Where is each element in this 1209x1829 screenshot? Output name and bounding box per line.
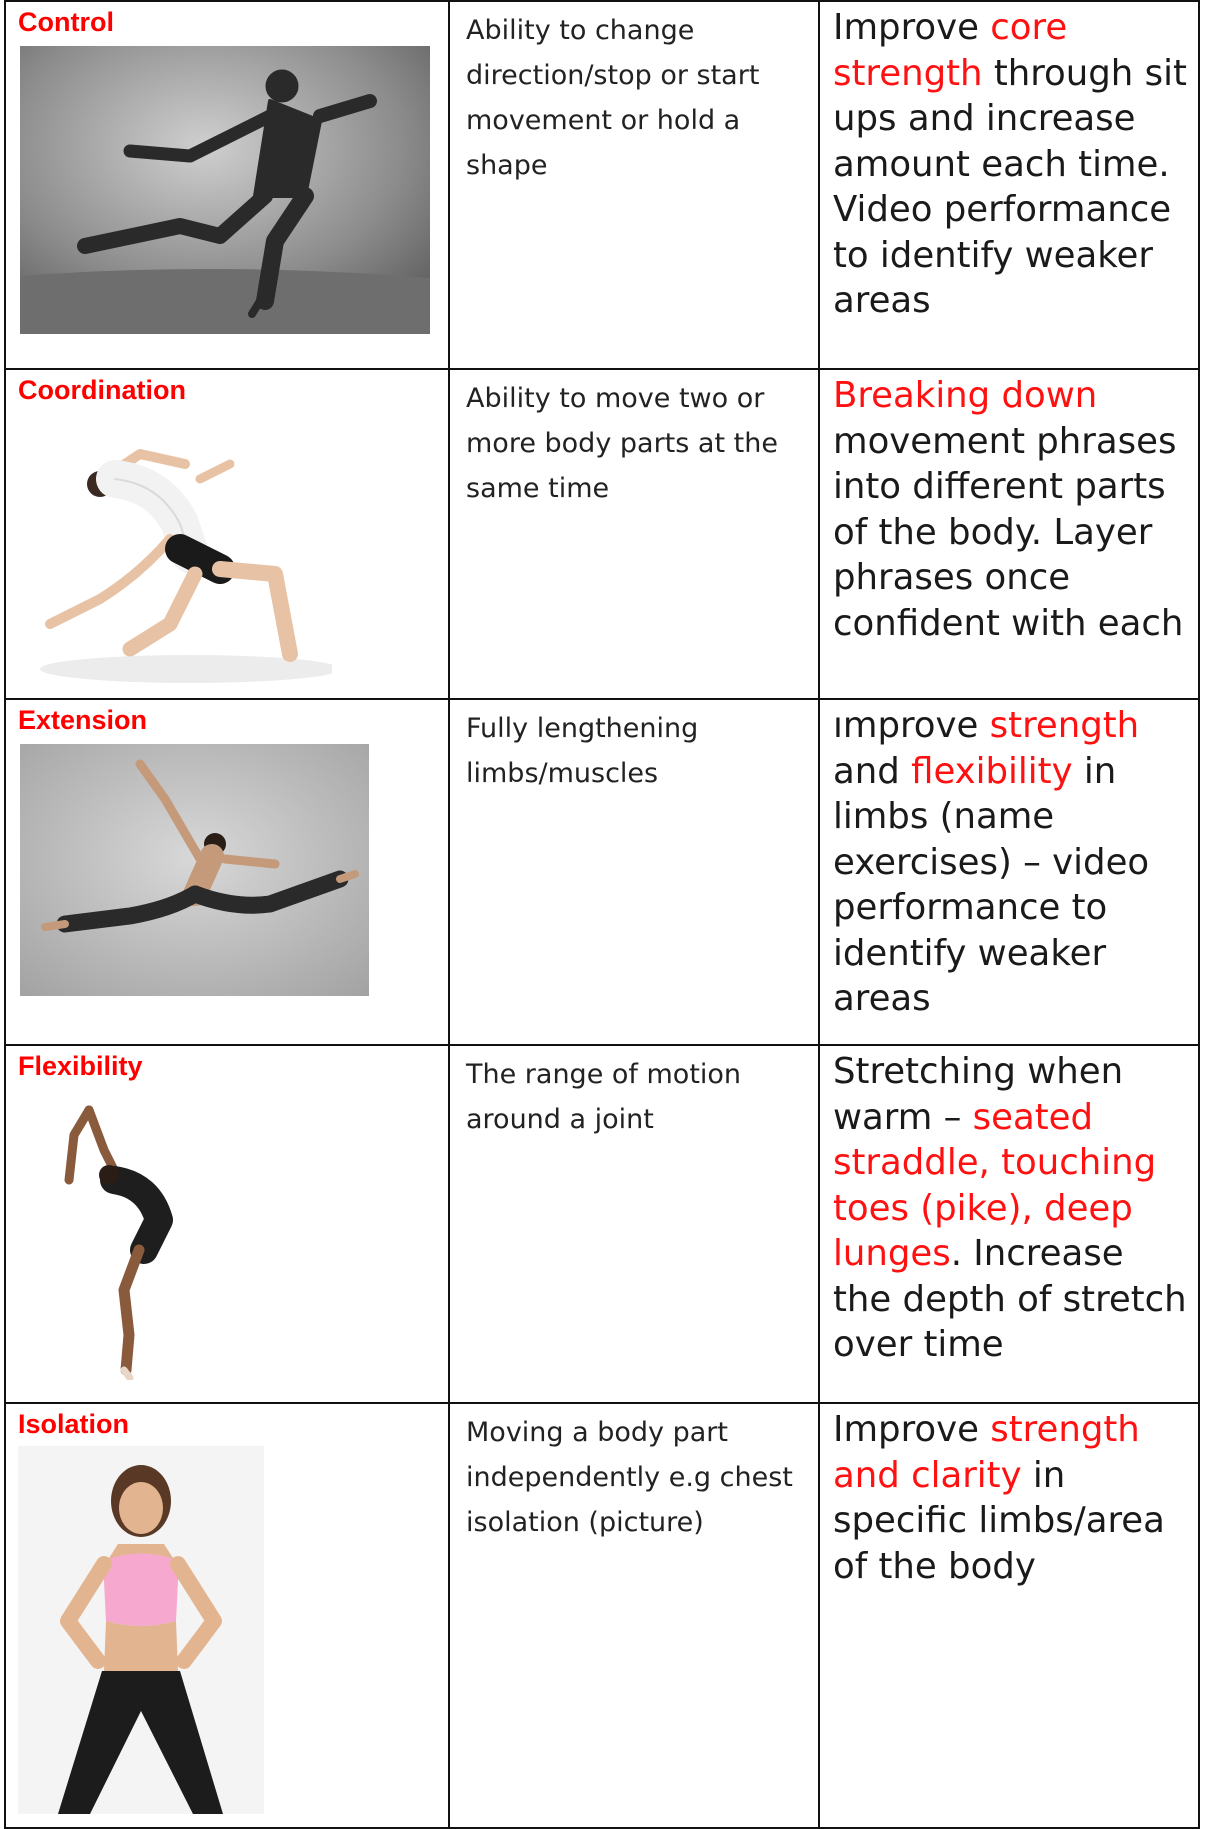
definition-cell	[449, 369, 819, 699]
dancer-control-photo	[20, 46, 430, 334]
improvement-highlight: seated straddle, touching toes (pike), deep lunges	[833, 1096, 1157, 1274]
term-cell	[5, 1, 449, 369]
improvement-part: ımprove	[833, 705, 990, 746]
improvement-part: in limbs (name exercises) – video performance to identify weaker areas	[833, 750, 1150, 1019]
improvement-part: movement phrases into different parts of the body. Layer phrases once confident with each	[833, 420, 1184, 644]
improvement-text	[820, 1046, 1198, 1368]
skill-row-extension	[5, 699, 1199, 1045]
improvement-highlight: strength and clarity	[833, 1409, 1140, 1496]
term-cell	[5, 1403, 449, 1828]
dancer-coordination-photo	[20, 424, 332, 686]
term-cell	[5, 1045, 449, 1403]
term-label: Flexibility	[18, 1051, 143, 1081]
improvement-text	[820, 700, 1198, 1022]
improvement-part: Improve	[833, 7, 991, 48]
improvement-part: and	[833, 750, 912, 792]
definition-cell	[449, 1403, 819, 1828]
term-label: Extension	[18, 705, 148, 735]
improvement-cell	[819, 1403, 1199, 1828]
improvement-part: in specific limbs/area of the body	[833, 1454, 1165, 1587]
term-cell	[5, 699, 449, 1045]
term-label: Control	[18, 7, 114, 37]
dancer-isolation-photo	[18, 1446, 264, 1814]
skill-row-control	[5, 1, 1199, 369]
skills-table	[4, 0, 1200, 1829]
improvement-cell	[819, 1, 1199, 369]
definition-text: The range of motion around a joint	[466, 1059, 742, 1135]
term-label: Coordination	[18, 375, 186, 405]
dance-skills-sheet	[4, 0, 1198, 1825]
definition-text: Ability to change direction/stop or start movement or hold a shape	[466, 15, 760, 181]
improvement-highlight: flexibility	[911, 750, 1073, 792]
improvement-part: Stretching when warm –	[833, 1051, 1124, 1138]
improvement-highlight: Breaking down	[833, 375, 1098, 416]
definition-cell	[449, 1, 819, 369]
improvement-text	[820, 370, 1198, 646]
definition-text: Moving a body part independently e.g chest isolation (picture)	[466, 1417, 793, 1538]
skill-row-flexibility	[5, 1045, 1199, 1403]
improvement-part: . Increase the depth of stretch over time	[833, 1233, 1187, 1365]
definition-text: Fully lengthening limbs/muscles	[466, 713, 699, 789]
skill-row-isolation	[5, 1403, 1199, 1828]
definition-text: Ability to move two or more body parts at the same time	[466, 383, 778, 504]
improvement-highlight: core strength	[833, 7, 1068, 94]
improvement-highlight: strength	[989, 705, 1140, 746]
definition-cell	[449, 1045, 819, 1403]
dancer-flexibility-photo	[34, 1090, 194, 1380]
improvement-part: through sit ups and increase amount each time. Video performance to identify weaker areas	[833, 52, 1187, 321]
improvement-text	[820, 2, 1198, 324]
dancer-extension-photo	[20, 744, 369, 996]
improvement-text	[820, 1404, 1198, 1589]
improvement-cell	[819, 699, 1199, 1045]
skill-row-coordination	[5, 369, 1199, 699]
improvement-part: Improve	[833, 1409, 991, 1450]
improvement-cell	[819, 1045, 1199, 1403]
term-label: Isolation	[18, 1409, 130, 1439]
improvement-cell	[819, 369, 1199, 699]
definition-cell	[449, 699, 819, 1045]
term-cell	[5, 369, 449, 699]
